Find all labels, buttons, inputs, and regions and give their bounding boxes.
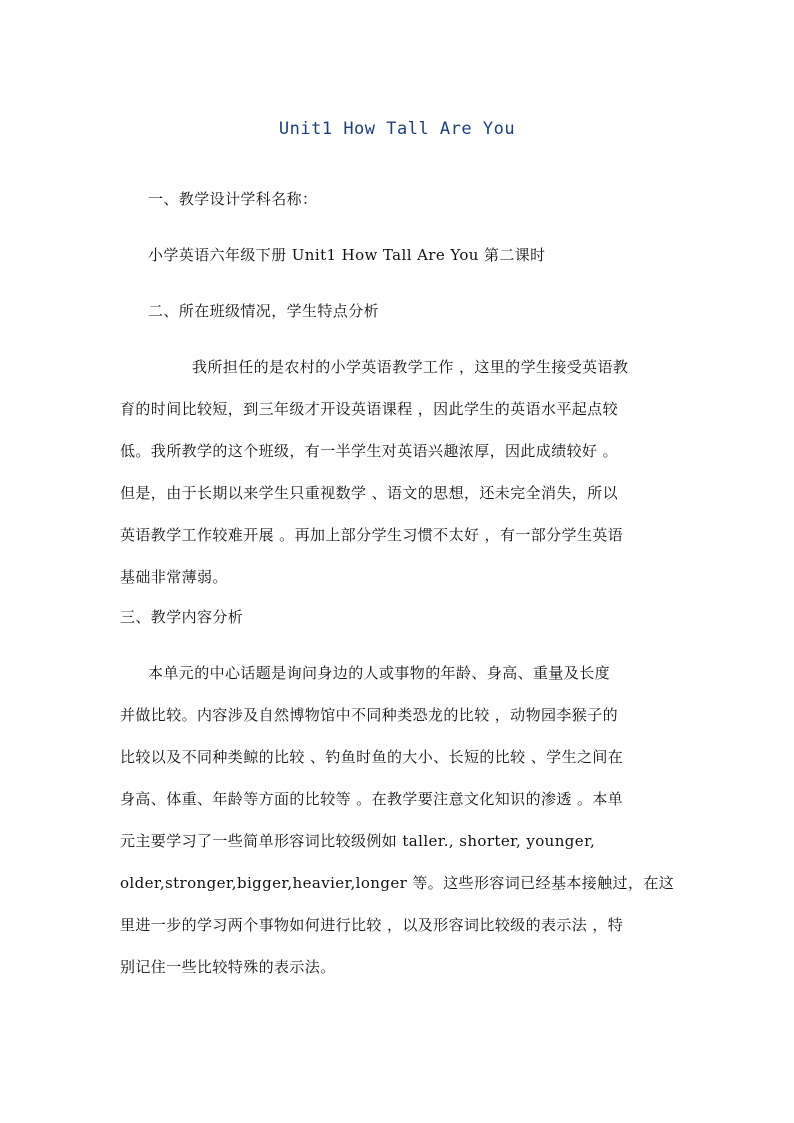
section3-line: older,stronger,bigger,heavier,longer 等。这些形容词已经基本接触过，在这 (120, 874, 675, 892)
section2-line: 但是，由于长期以来学生只重视数学 、语文的思想，还未完全消失，所以 (120, 484, 618, 502)
section3-line: 身高、体重、年龄等方面的比较等 。在教学要注意文化知识的渗透 。本单 (120, 790, 624, 808)
document-title: Unit1 How Tall Are You (278, 119, 516, 139)
section3-line: 元主要学习了一些简单形容词比较级例如 taller., shorter, younger, (120, 832, 596, 850)
section1-text: 小学英语六年级下册 Unit1 How Tall Are You 第二课时 (148, 246, 546, 264)
section2-line: 英语教学工作较难开展 。再加上部分学生习惯不太好 ，有一部分学生英语 (120, 526, 624, 544)
section2-line: 低。我所教学的这个班级，有一半学生对英语兴趣浓厚，因此成绩较好 。 (120, 442, 618, 460)
section3-line: 里进一步的学习两个事物如何进行比较 ，以及形容词比较级的表示法 ，特 (120, 916, 624, 934)
section3-line: 并做比较。内容涉及自然博物馆中不同种类恐龙的比较 ，动物园李猴子的 (120, 706, 618, 724)
section3-line: 比较以及不同种类鲸的比较 、钓鱼时鱼的大小、长短的比较 、学生之间在 (120, 748, 624, 766)
section2-heading: 二、所在班级情况，学生特点分析 (148, 302, 380, 320)
section2-line: 育的时间比较短，到三年级才开设英语课程 ，因此学生的英语水平起点较 (120, 400, 618, 418)
section3-line: 本单元的中心话题是询问身边的人或事物的年龄、身高、重量及长度 (148, 664, 611, 682)
section3-heading: 三、教学内容分析 (120, 608, 244, 626)
section2-line: 基础非常薄弱。 (120, 568, 228, 586)
section3-line: 别记住一些比较特殊的表示法。 (120, 958, 336, 976)
section1-heading: 一、教学设计学科名称： (148, 190, 318, 208)
section2-line: 我所担任的是农村的小学英语教学工作 ，这里的学生接受英语教 (192, 358, 629, 376)
